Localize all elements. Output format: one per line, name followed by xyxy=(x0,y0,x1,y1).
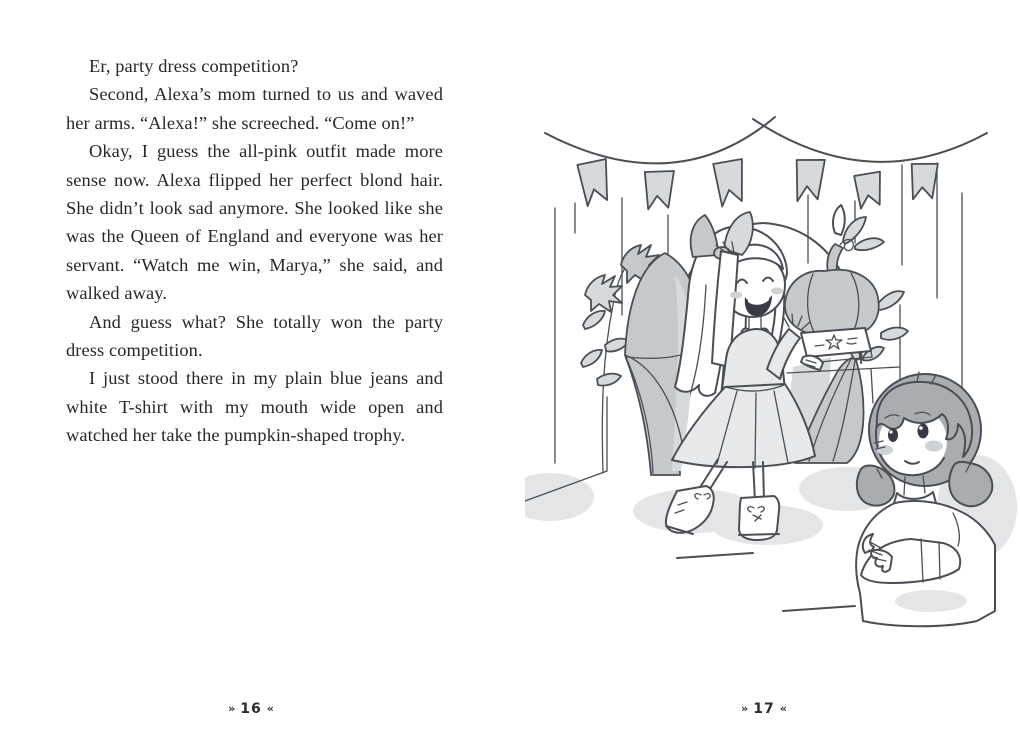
page-number-right: 17 xyxy=(753,701,775,717)
story-text xyxy=(66,52,443,450)
right-boot xyxy=(739,496,779,540)
page-number-left: 16 xyxy=(240,701,262,717)
eye-left xyxy=(888,428,898,442)
page-marker-left-icon: » xyxy=(228,702,236,715)
pennant-flags xyxy=(577,157,938,211)
party-illustration xyxy=(525,105,1020,665)
marya-figure xyxy=(856,372,995,626)
eye-right xyxy=(918,424,929,439)
bunting-garland xyxy=(545,117,987,211)
page-marker-right-icon: « xyxy=(779,702,787,715)
pumpkin-stem xyxy=(827,244,843,273)
story-paragraph: And guess what? She totally won the party dress competition. xyxy=(66,311,443,361)
story-paragraph: I just stood there in my plain blue jeans and white T-shirt with my mouth wide open and watched her take the pumpkin-shaped trophy. xyxy=(66,368,443,446)
page-marker-left-icon: » xyxy=(741,702,749,715)
right-page-footer xyxy=(699,701,829,717)
story-paragraph: Okay, I guess the all-pink outfit made more sense now. Alexa flipped her perfect blond hair. She didn’t look sad anymore. She looked like she was the Queen of England and everyone was her servant. “Watch me win, Marya,” she said, and walked away. xyxy=(66,141,443,304)
page-marker-right-icon: « xyxy=(266,702,274,715)
skirt xyxy=(672,384,815,467)
floor-dashes xyxy=(677,553,855,611)
left-page-footer xyxy=(186,701,316,717)
story-paragraph: Er, party dress competition? xyxy=(89,56,299,76)
story-paragraph: Second, Alexa’s mom turned to us and waved her arms. “Alexa!” she screeched. “Come on!” xyxy=(66,84,443,133)
